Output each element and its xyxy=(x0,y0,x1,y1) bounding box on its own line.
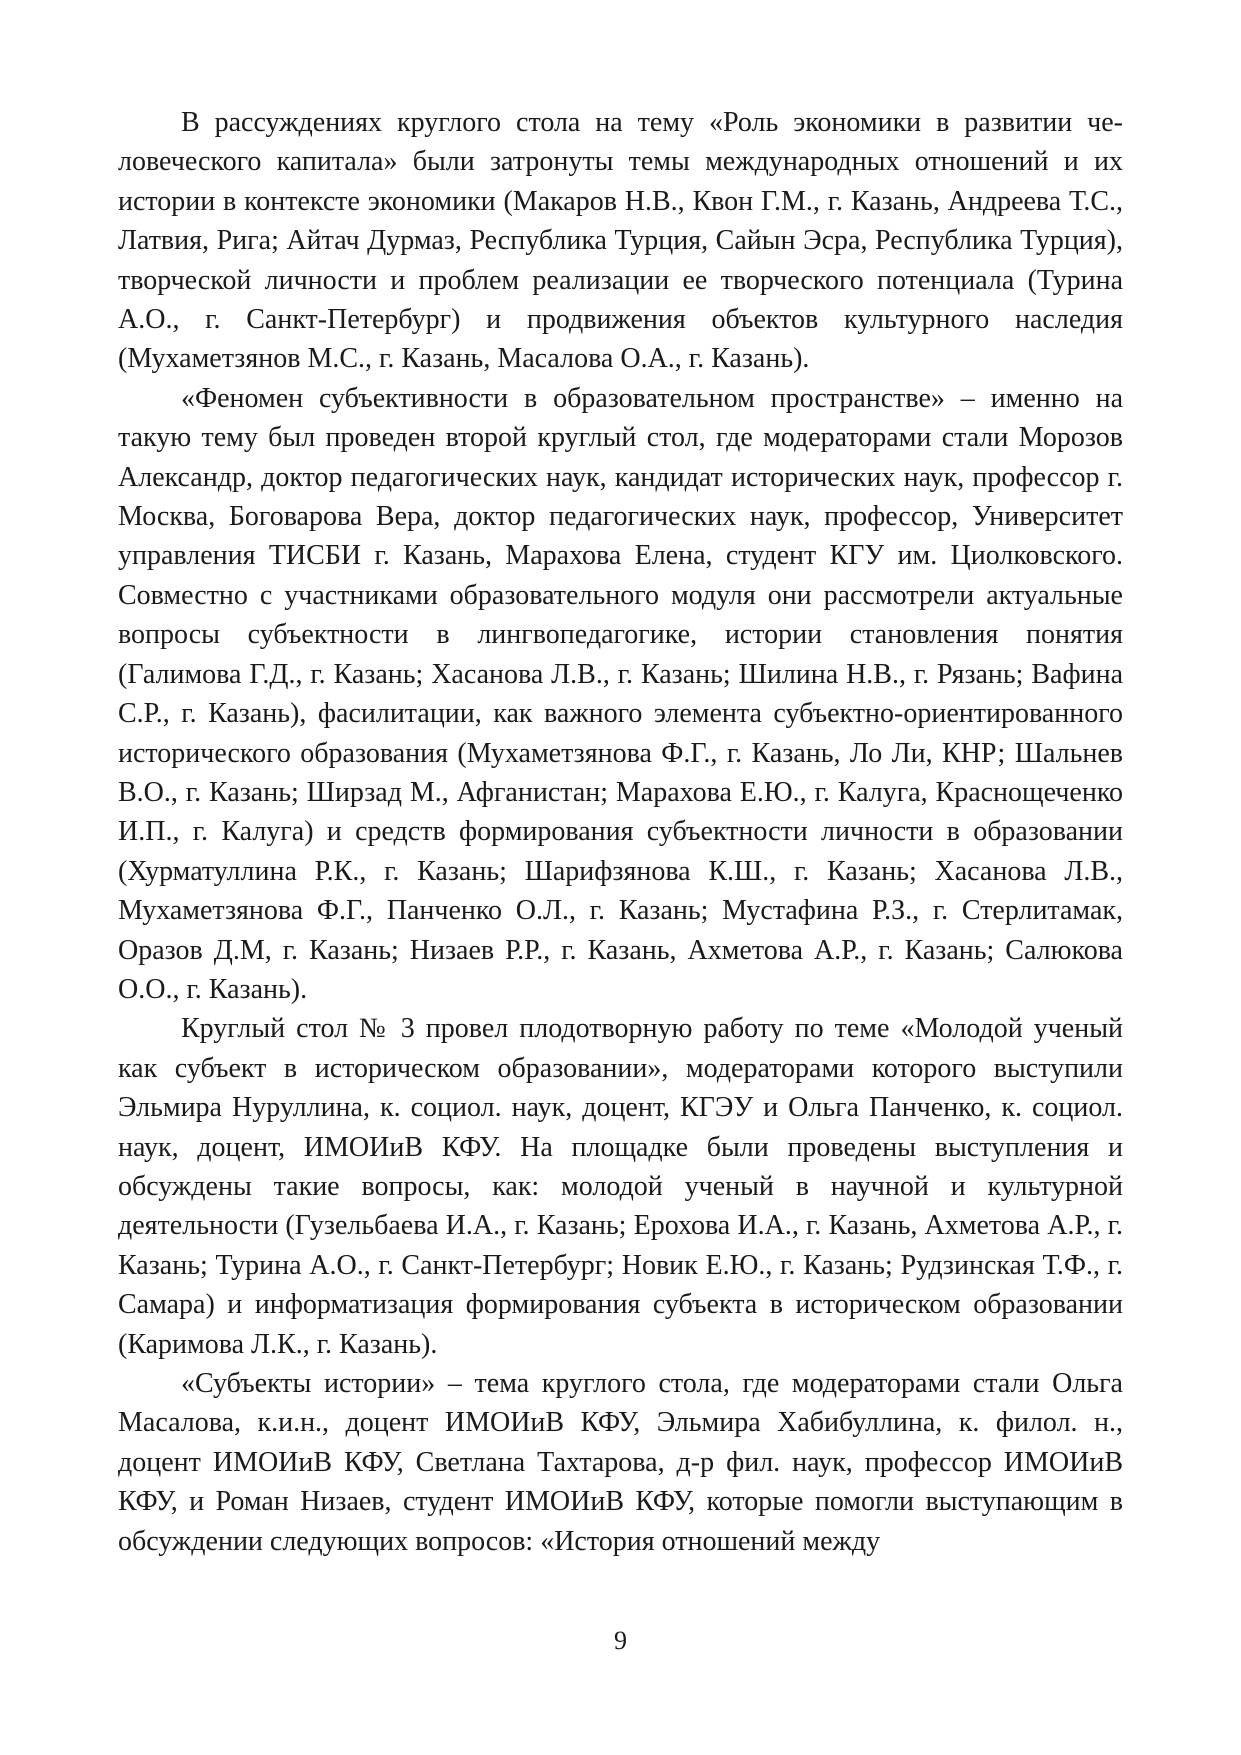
paragraph-3: Круглый стол № 3 провел плодотворную работу по теме «Молодой ученый как субъект в историческом образовании», модераторами которого выступили Эльмира Нуруллина, к. социол. наук, доцент, КГЭУ и Ольга Панченко, к. социол. наук, доцент, ИМОИиВ КФУ. На площадке были проведены выступления и обсуждены такие вопросы, как: молодой ученый в научной и культурной деятельности (Гузельбаева И.А., г. Казань; Ерохова И.А., г. Казань, Ахметова А.Р., г. Казань; Турина А.О., г. Санкт-Петербург; Новик Е.Ю., г. Казань; Рудзинская Т.Ф., г. Самара) и информатизация формирования субъекта в историческом образовании (Каримова Л.К., г. Казань). xyxy=(118,1013,1123,1360)
paragraph-1: В рассуждениях круглого стола на тему «Роль экономики в развитии человеческого капитала» были затронуты темы международных отношений и их истории в контексте экономики (Макаров Н.В., Квон Г.М., г. Казань, Андреева Т.С., Латвия, Рига; Айтач Дурмаз, Республика Турция, Сайын Эсра, Республика Турция), творческой личности и проблем реализации ее творческого потенциала (Турина А.О., г. Санкт-Петербург) и продвижения объектов культурного наследия (Мухаметзянов М.С., г. Казань, Масалова О.А., г. Казань). xyxy=(118,107,1123,375)
paragraph-2: «Феномен субъективности в образовательном пространстве» – именно на такую тему был проведен второй круглый стол, где модераторами стали Морозов Александр, доктор педагогических наук, кандидат исторических наук, профессор г. Москва, Боговарова Вера, доктор педагогических наук, профессор, Университет управления ТИСБИ г. Казань, Марахова Елена, студент КГУ им. Циолковского. Совместно с участниками образовательного модуля они рассмотрели актуальные вопросы субъектности в лингвопедагогике, истории становления понятия (Галимова Г.Д., г. Казань; Хасанова Л.В., г. Казань; Шилина Н.В., г. Рязань; Вафина С.Р., г. Казань), фасилитации, как важного элемента субъектно-ориентированного исторического образования (Мухаметзянова Ф.Г., г. Казань, Ло Ли, КНР; Шальнев В.О., г. Казань; Ширзад М., Афганистан; Марахова Е.Ю., г. Калуга, Краснощеченко И.П., г. Калуга) и средств формирования субъектности личности в образовании (Хурматуллина Р.К., г. Казань; Шарифзянова К.Ш., г. Казань; Хасанова Л.В., Мухаметзянова Ф.Г., Панченко О.Л., г. Казань; Мустафина Р.З., г. Стерлитамак, Оразов Д.М, г. Казань; Низаев Р.Р., г. Казань, Ахметова А.Р., г. Казань; Салюкова О.О., г. Казань). xyxy=(118,382,1123,1005)
paragraph-4: «Субъекты истории» – тема круглого стола, где модераторами стали Ольга Масалова, к.и.н., доцент ИМОИиВ КФУ, Эльмира Хабибуллина, к. филол. н., доцент ИМОИиВ КФУ, Светлана Тахтарова, д-р фил. наук, профессор ИМОИиВ КФУ, и Роман Низаев, студент ИМОИиВ КФУ, которые помогли выступающим в обсуждении следующих вопросов: «История отношений между xyxy=(118,1368,1123,1557)
page-number: 9 xyxy=(614,1626,627,1655)
page-body xyxy=(118,103,1123,1561)
